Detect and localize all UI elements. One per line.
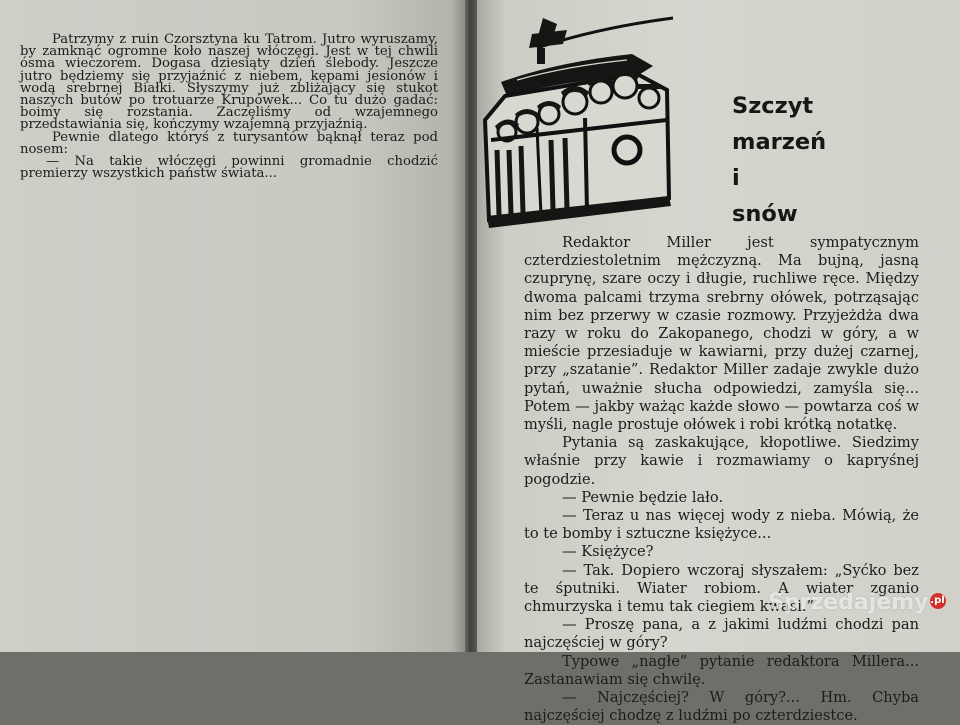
dialogue-line: — Księżyce? [562, 543, 654, 561]
left-dialogue-line: — Na takie włóczęgi powinni gromadnie chodzić premierzy wszystkich państw świata... [20, 154, 438, 182]
left-page-text [20, 34, 438, 180]
right-paragraph: Typowe „nagłe” pytanie redaktora Millera... Zastanawiam się chwilę. [524, 652, 919, 688]
dialogue-line: — Tak. Dopiero wczoraj słyszałem: „Syćko bez te śputniki. Wiater robiom. A wiater zganio chmurzyska i temu tak ciegiem kwasi.” [524, 561, 919, 616]
left-page [0, 0, 465, 652]
chapter-title [732, 88, 932, 232]
dialogue-line: — Najczęściej? W góry?... Hm. Chyba najczęściej chodzę z ludźmi po czterdziestce. [524, 689, 919, 725]
dialogue-line: — Pewnie będzie lało. [562, 488, 724, 506]
left-paragraph: Patrzymy z ruin Czorsztyna ku Tatrom. Jutro wyruszamy, by zamknąć ogromne koło naszej włóczęgi. Jest w tej chwili ósma wieczorem. Dogasa dziesiąty dzień ślebody. Jeszcze jutro będziemy się przyjaźnić z niebem, kępami jesionów i wodą srebrnej Białki. Słyszymy już zbliżający się stukot naszych butów po trotuarze Krupówek... Co tu dużo gadać: boimy się rozstania. Zaczęliśmy od wzajemnego przedstawiania się, kończymy wzajemną przyjaźnią. [20, 32, 438, 133]
title-line: i [732, 165, 740, 191]
right-paragraph: Redaktor Miller jest sympatycznym czterdziestoletnim mężczyzną. Ma bujną, jasną czuprynę, szare oczy i długie, ruchliwe ręce. Między dwoma palcami trzyma srebrny ołówek, potrząsając nim bez przerwy w czasie rozmowy. Przyjeżdża dwa razy w roku do Zakopanego, chodzi w góry, a w mieście przesiaduje w kawiarni, przy dużej czarnej, przy „szatanie”. Redaktor Miller zadaje zwykle dużo pytań, uważnie słucha odpowiedzi, zamyśla się... Potem — jakby ważąc każde słowo — powtarza coś w myśli, nagle prostuje ołówek i robi krótką notatkę. [524, 234, 919, 434]
title-line: snów [732, 201, 798, 227]
title-line: Szczyt [732, 93, 814, 119]
dialogue-line: — Proszę pana, a z jakimi ludźmi chodzi pan najczęściej w góry? [524, 616, 919, 652]
right-page [477, 0, 960, 725]
left-paragraph: Pewnie dlatego któryś z turysantów bąknął teraz pod nosem: [20, 129, 438, 157]
book-gutter [465, 0, 477, 652]
title-line: marzeń [732, 129, 827, 155]
dialogue-line: — Teraz u nas więcej wody z nieba. Mówią, że to te bomby i sztuczne księżyce... [524, 507, 919, 543]
right-paragraph: Pytania są zaskakujące, kłopotliwe. Siedzimy właśnie przy kawie i rozmawiamy o kapryśnej pogodzie. [524, 434, 919, 488]
cable-car-illustration [477, 10, 692, 228]
right-page-text [524, 234, 919, 725]
sprzedajemy-watermark: Sprzedajemy .pl [768, 590, 945, 615]
